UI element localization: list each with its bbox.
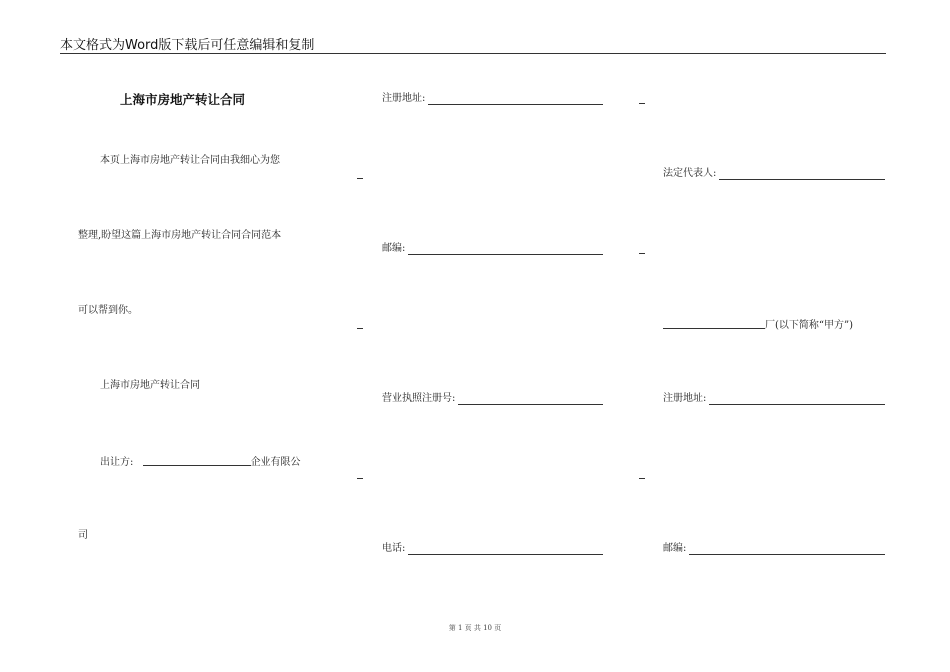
phone-field[interactable] [382,543,603,555]
left-column [78,0,340,672]
party-a-postcode-field[interactable] [663,543,885,555]
transferor-suffix: 企业有限公 [250,457,301,468]
party-a-name-blank[interactable] [663,318,765,329]
document-title: 上海市房地产转让合同 [120,92,246,107]
page-footer: 第 1 页 共 10 页 [448,624,502,632]
phone-label: 电话: [382,543,406,554]
party-a-registered-address-field[interactable] [663,393,885,405]
middle-column [355,0,607,672]
party-a-postcode-label: 邮编: [663,543,687,554]
registered-address-blank[interactable] [428,94,603,105]
section-title: 上海市房地产转让合同 [100,380,200,391]
legal-representative-label: 法定代表人: [663,168,717,179]
party-a-postcode-blank[interactable] [689,544,885,555]
legal-representative-field[interactable] [663,168,885,180]
right-column [636,0,888,672]
postcode-label: 邮编: [382,243,406,254]
party-a-registered-address-blank[interactable] [709,394,885,405]
business-license-blank[interactable] [458,394,603,405]
transferor-suffix-continued: 司 [78,530,88,541]
business-license-field[interactable] [382,393,603,405]
party-a-registered-address-label: 注册地址: [663,393,707,404]
party-a-line [663,318,853,332]
intro-line-1: 本页上海市房地产转让合同由我细心为您 [100,155,280,166]
legal-representative-blank[interactable] [719,169,885,180]
registered-address-field[interactable] [382,93,603,105]
intro-line-2: 整理,盼望这篇上海市房地产转让合同合同范本 [78,230,282,241]
phone-blank[interactable] [408,544,603,555]
postcode-field[interactable] [382,243,603,255]
party-a-suffix: 厂(以下简称“甲方”) [765,320,854,331]
transferor-name-blank[interactable] [143,455,251,466]
business-license-label: 营业执照注册号: [382,393,456,404]
transferor-line [100,455,301,469]
postcode-blank[interactable] [408,244,603,255]
transferor-label: 出让方: [100,457,134,468]
header-title: 本文格式为Word版下载后可任意编辑和复制 [60,38,315,53]
registered-address-label: 注册地址: [382,93,426,104]
intro-line-3: 可以帮到你。 [78,305,138,316]
